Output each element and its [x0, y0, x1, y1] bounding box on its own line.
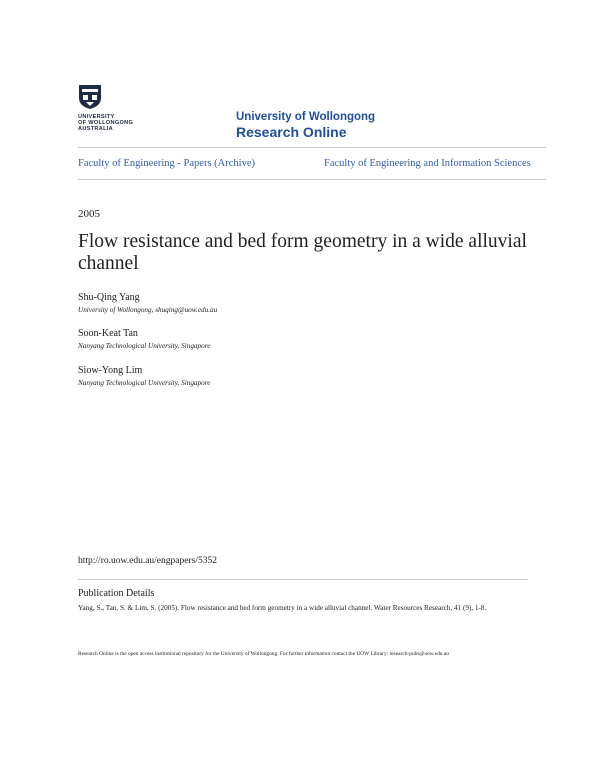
author-name: Siow-Yong Lim — [78, 365, 143, 376]
repository-footer: Research Online is the open access institutional repository for the University of Wollongong. For further information contact the UOW Library: research-pubs@uow.edu.au — [78, 651, 449, 657]
author-affiliation: Nanyang Technological University, Singapore — [78, 379, 211, 387]
university-logo — [78, 84, 148, 136]
crest-icon — [78, 84, 102, 110]
university-name: University of Wollongong — [236, 111, 376, 123]
repository-name: Research Online — [236, 124, 347, 140]
publication-details-heading: Publication Details — [78, 588, 155, 599]
divider-publication — [78, 579, 528, 580]
publication-details-text: Yang, S., Tan, S. & Lim, S. (2005). Flow resistance and bed form geometry in a wide alluvial channel. Water Resources Research, 41 (9), 1-8. — [78, 604, 487, 612]
divider-top — [78, 147, 546, 148]
author-name: Soon-Keat Tan — [78, 328, 138, 339]
publication-year: 2005 — [78, 208, 100, 220]
faculty-archive-link[interactable]: Faculty of Engineering - Papers (Archive) — [78, 158, 255, 169]
logo-text: UNIVERSITY OF WOLLONGONG AUSTRALIA — [78, 114, 134, 133]
paper-url-link[interactable]: http://ro.uow.edu.au/engpapers/5352 — [78, 556, 217, 566]
author-name: Shu-Qing Yang — [78, 292, 140, 303]
faculty-eis-link[interactable]: Faculty of Engineering and Information Sciences — [324, 158, 531, 169]
author-affiliation: University of Wollongong, shuqing@uow.edu.au — [78, 306, 218, 314]
author-affiliation: Nanyang Technological University, Singapore — [78, 342, 211, 350]
paper-title: Flow resistance and bed form geometry in a wide alluvial channel — [78, 231, 527, 274]
divider-nav — [78, 179, 546, 180]
